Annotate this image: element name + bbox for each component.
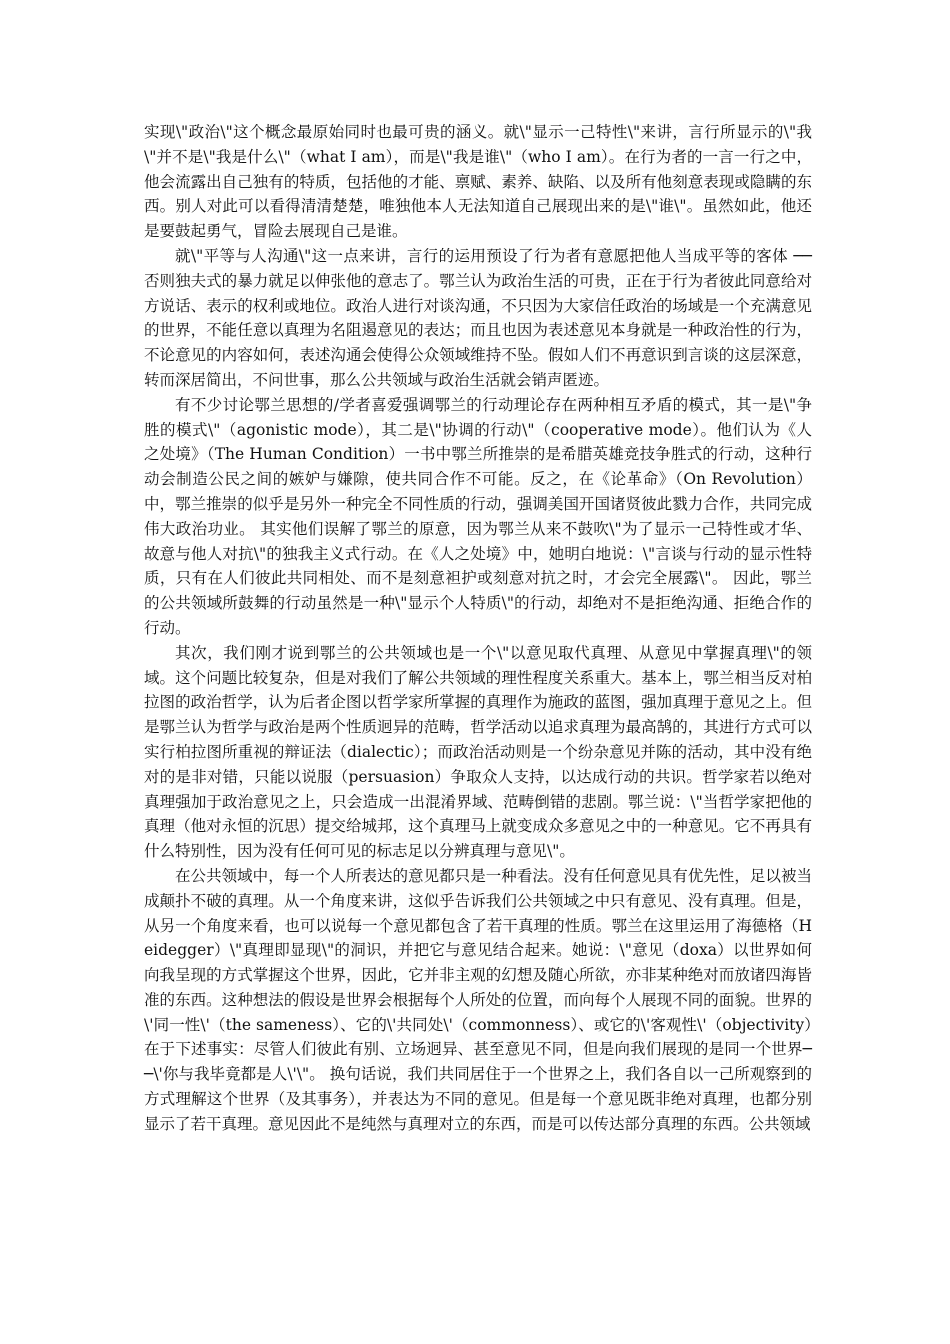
paragraph-1: 实现\"政治\"这个概念最原始同时也最可贵的涵义。就\"显示一己特性\"来讲，言行所显示的\"我\"并不是\"我是什么\"（what I am），而是\"我是谁\"（who I am）。在行为者的一言一行之中，他会流露出自己独有的特质，包括他的才能、禀赋、素养、缺陷、以及所有他刻意表现或隐瞒的东西。别人对此可以看得清清楚楚，唯独他本人无法知道自己展现出来的是\"谁\"。虽然如此，他还是要鼓起勇气，冒险去展现自己是谁。 xyxy=(144,123,812,241)
paragraph-2: 就\"平等与人沟通\"这一点来讲，言行的运用预设了行为者有意愿把他人当成平等的客体 ── 否则独夫式的暴力就足以伸张他的意志了。鄂兰认为政治生活的可贵，正在于行为者彼此同意给对方说话、表示的权利或地位。政治人进行对谈沟通，不只因为大家信任政治的场域是一个充满意见的世界，不能任意以真理为名阻遏意见的表达；而且也因为表述意见本身就是一种政治性的行为，不论意见的内容如何，表述沟通会使得公众领域维持不坠。假如人们不再意识到言谈的这层深意，转而深居简出，不问世事，那么公共领域与政治生活就会销声匿迹。 xyxy=(144,246,812,389)
document-body xyxy=(144,120,812,1137)
paragraph-3: 有不少讨论鄂兰思想的/学者喜爱强调鄂兰的行动理论存在两种相互矛盾的模式，其一是\"争胜的模式\"（agonistic mode），其二是\"协调的行动\"（cooperative mode）。他们认为《人之处境》（The Human Condition）一书中鄂兰所推崇的是希腊英雄竞技争胜式的行动，这种行动会制造公民之间的嫉妒与嫌隙，使共同合作不可能。反之，在《论革命》（On Revolution）中，鄂兰推崇的似乎是另外一种完全不同性质的行动，强调美国开国诸贤彼此戮力合作，共同完成伟大政治功业。 其实他们误解了鄂兰的原意，因为鄂兰从来不鼓吹\"为了显示一己特性或才华、故意与他人对抗\"的独我主义式行动。在《人之处境》中，她明白地说：\"言谈与行动的显示性特质，只有在人们彼此共同相处、而不是刻意袒护或刻意对抗之时，才会完全展露\"。 因此，鄂兰的公共领域所鼓舞的行动虽然是一种\"显示个人特质\"的行动，却绝对不是拒绝沟通、拒绝合作的行动。 xyxy=(144,395,812,637)
paragraph-4: 其次，我们刚才说到鄂兰的公共领域也是一个\"以意见取代真理、从意见中掌握真理\"的领域。这个问题比较复杂，但是对我们了解公共领域的理性程度关系重大。基本上，鄂兰相当反对柏拉图的政治哲学，认为后者企图以哲学家所掌握的真理作为施政的蓝图，强加真理于意见之上。但是鄂兰认为哲学与政治是两个性质迥异的范畴，哲学活动以追求真理为最高鹄的，其进行方式可以实行柏拉图所重视的辩证法（dialectic）；而政治活动则是一个纷杂意见并陈的活动，其中没有绝对的是非对错，只能以说服（persuasion）争取众人支持，以达成行动的共识。哲学家若以绝对真理强加于政治意见之上，只会造成一出混淆界域、范畴倒错的悲剧。鄂兰说：\"当哲学家把他的真理（他对永恒的沉思）提交给城邦，这个真理马上就变成众多意见之中的一种意见。它不再具有什么特别性，因为没有任何可见的标志足以分辨真理与意见\"。 xyxy=(144,643,812,861)
paragraph-5: 在公共领域中，每一个人所表达的意见都只是一种看法。没有任何意见具有优先性，足以被当成颠扑不破的真理。从一个角度来讲，这似乎告诉我们公共领域之中只有意见、没有真理。但是，从另一个角度来看，也可以说每一个意见都包含了若干真理的性质。鄂兰在这里运用了海德格（Heidegger）\"真理即显现\"的洞识，并把它与意见结合起来。她说：\"意见（doxa）以世界如何向我呈现的方式掌握这个世界，因此，它并非主观的幻想及随心所欲，亦非某种绝对而放诸四海皆准的东西。这种想法的假设是世界会根据每个人所处的位置，而向每个人展现不同的面貌。世界的\'同一性\'（the sameness）、它的\'共同处\'（commonness）、或它的\'客观性\'（objectivity）在于下述事实：尽管人们彼此有别、立场迥异、甚至意见不同，但是向我们展现的是同一个世界──\'你与我毕竟都是人\'\"。 换句话说，我们共同居住于一个世界之上，我们各自以一己所观察到的方式理解这个世界（及其事务），并表达为不同的意见。但是每一个意见既非绝对真理，也都分别显示了若干真理。意见因此不是纯然与真理对立的东西，而是可以传达部分真理的东西。公共领域 xyxy=(144,866,812,1133)
